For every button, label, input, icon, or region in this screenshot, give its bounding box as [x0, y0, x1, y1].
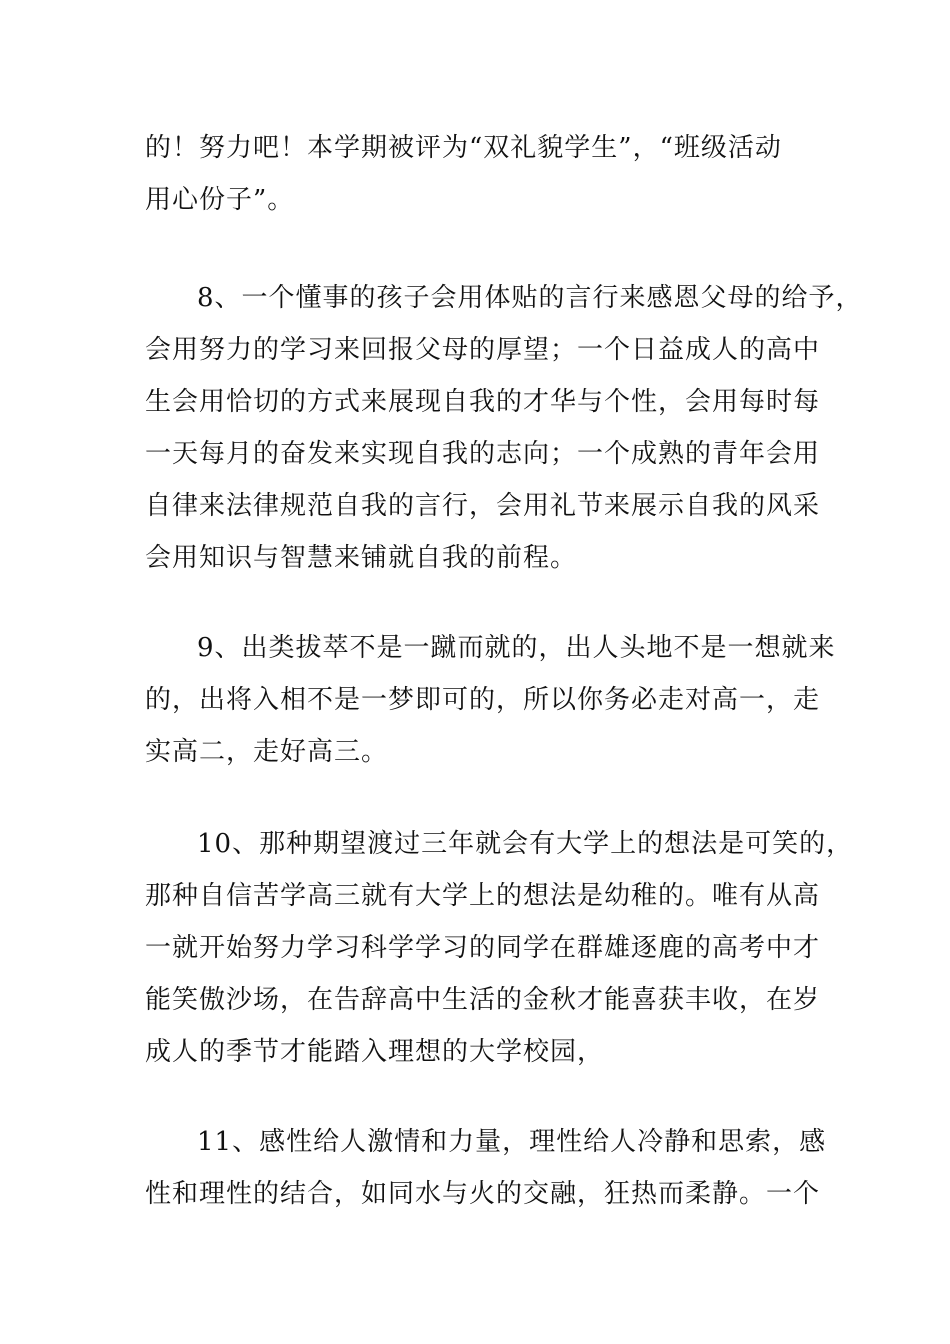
paragraph-line: 11、感性给人激情和力量，理性给人冷静和思索，感 [197, 1127, 827, 1157]
paragraph-line: 性和理性的结合，如同水与火的交融，狂热而柔静。一个 [145, 1179, 821, 1209]
paragraph-line: 一天每月的奋发来实现自我的志向；一个成熟的青年会用 [145, 439, 821, 469]
paragraph-line: 生会用恰切的方式来展现自我的才华与个性，会用每时每 [145, 387, 821, 417]
paragraph-line: 会用努力的学习来回报父母的厚望；一个日益成人的高中 [145, 335, 821, 365]
paragraph-8 [145, 272, 863, 584]
paragraph-line: 10、那种期望渡过三年就会有大学上的想法是可笑的， [197, 829, 854, 859]
paragraph-line: 用心份子”。 [145, 185, 295, 215]
paragraph-line: 一就开始努力学习科学学习的同学在群雄逐鹿的高考中才 [145, 933, 821, 963]
paragraph-line: 实高二，走好高三。 [145, 737, 389, 767]
paragraph-continuation [145, 122, 810, 226]
paragraph-line: 那种自信苦学高三就有大学上的想法是幼稚的。唯有从高 [145, 881, 821, 911]
paragraph-line: 会用知识与智慧来铺就自我的前程。 [145, 543, 578, 573]
paragraph-line: 自律来法律规范自我的言行，会用礼节来展示自我的风采 [145, 491, 821, 521]
paragraph-9 [145, 622, 836, 778]
paragraph-11 [145, 1116, 827, 1220]
paragraph-line: 的！努力吧！本学期被评为“双礼貌学生”，“班级活动 [145, 133, 782, 163]
paragraph-10 [145, 818, 854, 1078]
paragraph-line: 8、一个懂事的孩子会用体贴的言行来感恩父母的给予， [197, 283, 863, 313]
paragraph-line: 成人的季节才能踏入理想的大学校园， [145, 1037, 605, 1067]
paragraph-line: 9、出类拔萃不是一蹴而就的，出人头地不是一想就来 [197, 633, 836, 663]
paragraph-line: 能笑傲沙场，在告辞高中生活的金秋才能喜获丰收，在岁 [145, 985, 821, 1015]
paragraph-line: 的，出将入相不是一梦即可的，所以你务必走对高一，走 [145, 685, 821, 715]
